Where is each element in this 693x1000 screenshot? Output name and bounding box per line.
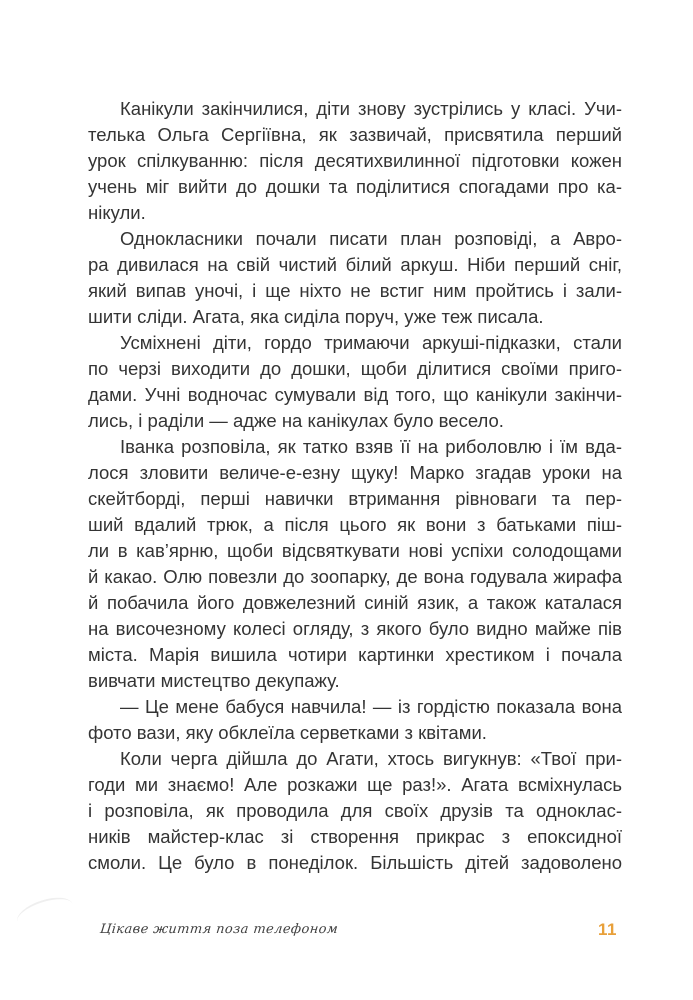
text-line: й побачила його довжелезний синій язик, а також каталася	[88, 592, 622, 613]
text-line: ли в кав’ярню, щоби відсвяткувати нові успіхи солодощами	[88, 540, 622, 561]
text-line: Усміхнені діти, гордо тримаючи аркуші-підказки, стали	[120, 332, 622, 353]
paragraph	[88, 434, 622, 694]
text-line: ників майстер-клас зі створення прикрас з епоксидної	[88, 826, 622, 847]
page-number: 11	[598, 920, 617, 939]
text-line: Канікули закінчилися, діти знову зустрілись у класі. Учи-	[120, 98, 622, 119]
paragraph-dialogue	[88, 694, 622, 746]
text-line: фото вази, яку обклеїла серветками з квітами.	[88, 722, 487, 743]
text-line: який випав уночі, і ще ніхто не встиг ним пройтись і зали-	[88, 280, 622, 301]
text-line: нікули.	[88, 202, 146, 223]
text-line: міста. Марія вишила чотири картинки хрестиком і почала	[88, 644, 622, 665]
text-line: Коли черга дійшла до Агати, хтось вигукнув: «Твої при-	[120, 748, 622, 769]
text-line: лись, і раділи — адже на канікулах було весело.	[88, 410, 504, 431]
text-line: лося зловити величе-е-езну щуку! Марко згадав уроки на	[88, 462, 622, 483]
text-line: урок спілкуванню: після десятихвилинної підготовки кожен	[88, 150, 622, 171]
text-line: Однокласники почали писати план розповіді, а Авро-	[120, 228, 622, 249]
text-line: вивчати мистецтво декупажу.	[88, 670, 340, 691]
page-footer	[0, 918, 693, 950]
paragraph	[88, 96, 622, 226]
paragraph	[88, 746, 622, 876]
text-line: годи ми знаємо! Але розкажи ще раз!». Агата всміхнулась	[88, 774, 622, 795]
text-line: ра дивилася на свій чистий білий аркуш. Ніби перший сніг,	[88, 254, 622, 275]
text-line: — Це мене бабуся навчила! — із гордістю показала вона	[120, 696, 622, 717]
text-line: шити сліди. Агата, яка сиділа поруч, уже теж писала.	[88, 306, 544, 327]
paragraph	[88, 226, 622, 330]
text-line: учень міг вийти до дошки та поділитися спогадами про ка-	[88, 176, 622, 197]
text-line: і розповіла, як проводила для своїх друзів та одноклас-	[88, 800, 622, 821]
body-text	[88, 96, 622, 876]
text-line: телька Ольга Сергіївна, як зазвичай, присвятила перший	[88, 124, 622, 145]
text-line: смоли. Це було в понеділок. Більшість дітей задоволено	[88, 852, 622, 873]
paragraph	[88, 330, 622, 434]
text-line: по черзі виходити до дошки, щоби ділитися своїми приго-	[88, 358, 622, 379]
text-line: дами. Учні водночас сумували від того, що канікули закінчи-	[88, 384, 622, 405]
text-line: скейтборді, перші навички втримання рівноваги та пер-	[88, 488, 622, 509]
text-line: на височезному колесі огляду, з якого було видно майже пів	[88, 618, 622, 639]
text-line: й какао. Олю повезли до зоопарку, де вона годувала жирафа	[88, 566, 622, 587]
text-line: Іванка розповіла, як татко взяв її на риболовлю і їм вда-	[120, 436, 622, 457]
running-title: Цікаве життя поза телефоном	[99, 922, 339, 937]
text-line: ший вдалий трюк, а після цього як вони з батьками піш-	[88, 514, 622, 535]
